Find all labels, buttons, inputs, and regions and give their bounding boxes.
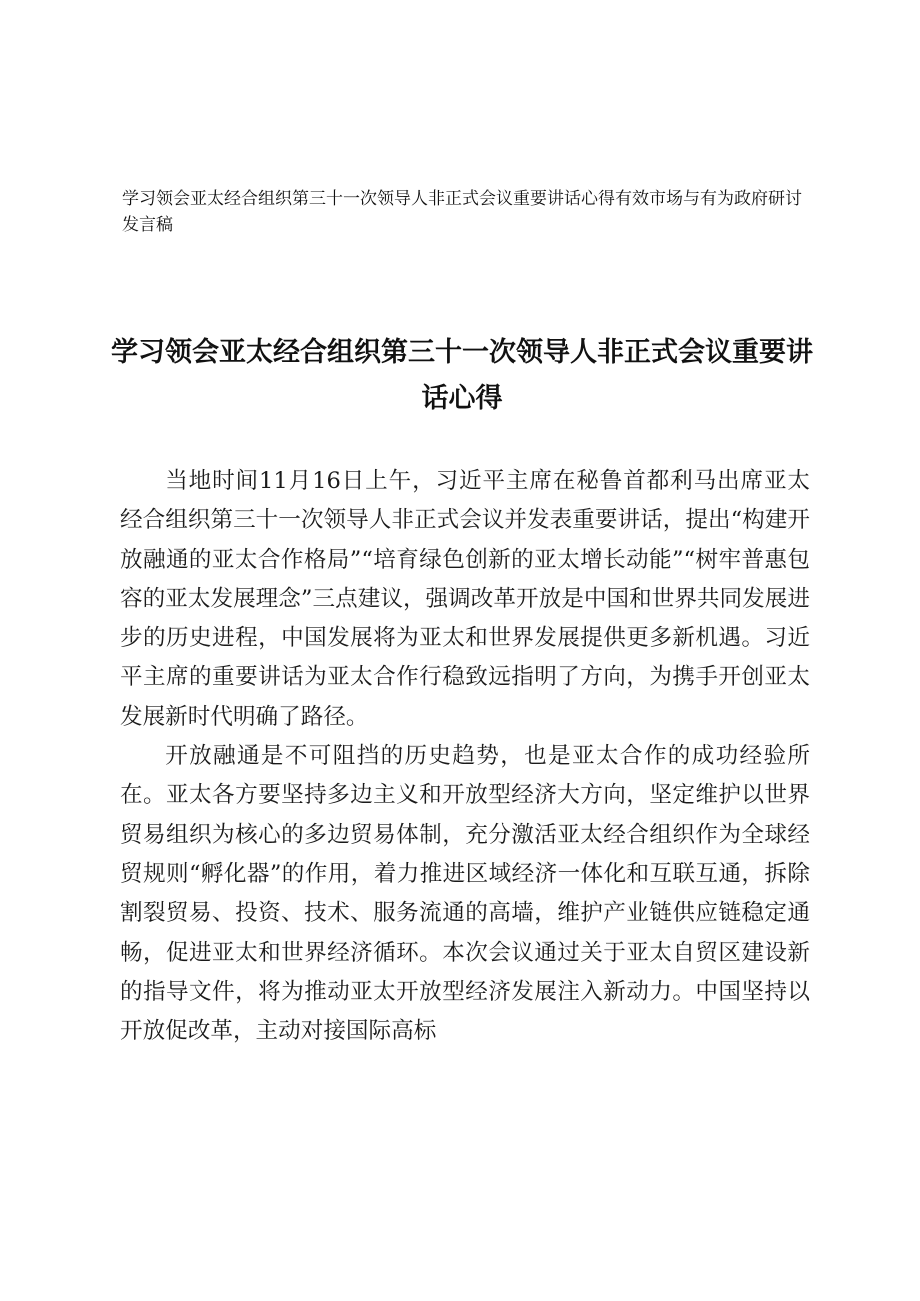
document-header: 学习领会亚太经合组织第三十一次领导人非正式会议重要讲话心得有效市场与有为政府研讨发言稿 [122,189,802,235]
document-title: 学习领会亚太经合组织第三十一次领导人非正式会议重要讲话心得 [111,337,813,414]
document-body [120,462,810,1051]
body-paragraph-2: 开放融通是不可阻挡的历史趋势，也是亚太合作的成功经验所在。亚太各方要坚持多边主义和开放型经济大方向，坚定维护以世界贸易组织为核心的多边贸易体制，充分激活亚太经合组织作为全球经贸规则“孵化器”的作用，着力推进区域经济一体化和互联互通，拆除割裂贸易、投资、技术、服务流通的高墙，维护产业链供应链稳定通畅，促进亚太和世界经济循环。本次会议通过关于亚太自贸区建设新的指导文件，将为推动亚太开放型经济发展注入新动力。中国坚持以开放促改革，主动对接国际高标 [120,743,810,1045]
body-paragraph-1: 当地时间11月16日上午，习近平主席在秘鲁首都利马出席亚太经合组织第三十一次领导人非正式会议并发表重要讲话，提出“构建开放融通的亚太合作格局”“培育绿色创新的亚太增长动能”“树牢普惠包容的亚太发展理念”三点建议，强调改革开放是中国和世界共同发展进步的历史进程，中国发展将为亚太和世界发展提供更多新机遇。习近平主席的重要讲话为亚太合作行稳致远指明了方向，为携手开创亚太发展新时代明确了路径。 [120,468,810,730]
